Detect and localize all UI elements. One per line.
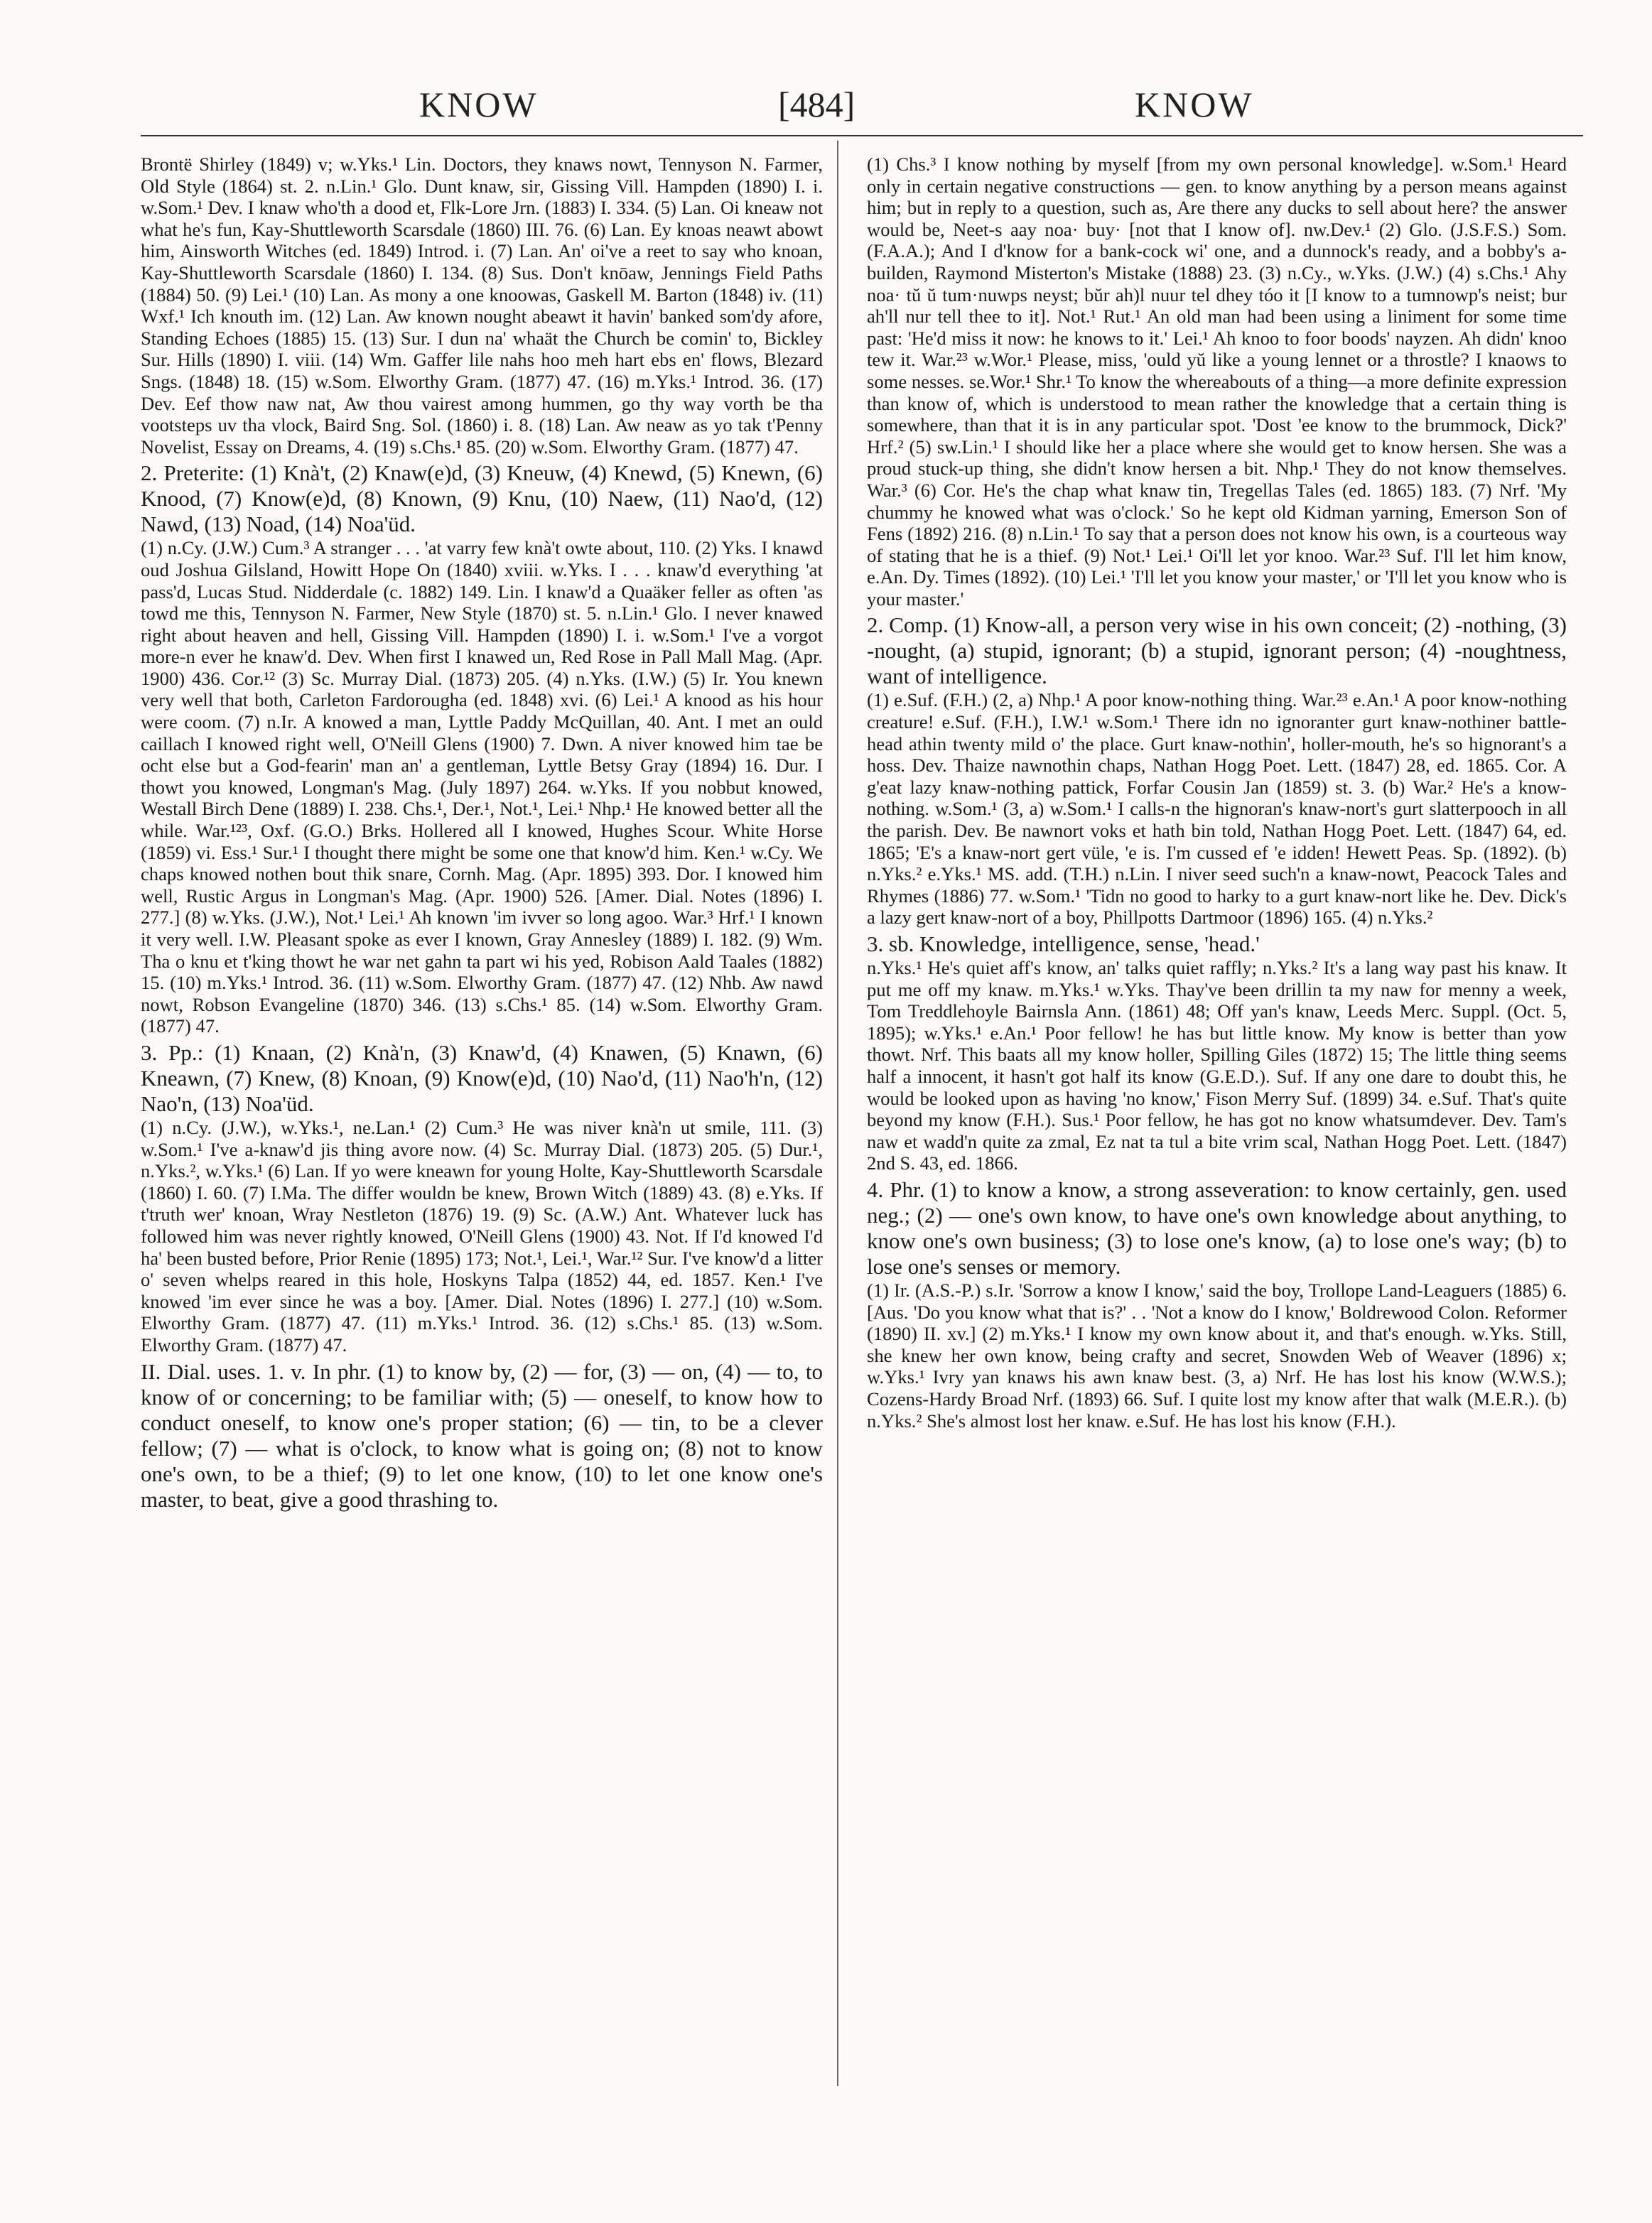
past-participle-heading: 3. Pp.: (1) Knaan, (2) Knà'n, (3) Knaw'd, (4) Knawen, (5) Knawn, (6) Kneawn, (7) Knew, (8) Knoan, (9) Know(e)d, (10) Nao'd, (11) Nao'h'n, (12) Nao'n, (13) Noa'üd.	[141, 1039, 823, 1116]
continued-citations: Brontë Shirley (1849) v; w.Yks.¹ Lin. Doctors, they knaws nowt, Tennyson N. Farmer, Old Style (1864) st. 2. n.Lin.¹ Glo. Dunt knaw, sir, Gissing Vill. Hampden (1890) I. i. w.Som.¹ Dev. I knaw who'th a dood et, Flk-Lore Jrn. (1883) I. 334. (5) Lan. Oi kneaw not what he's fun, Kay-Shuttleworth Scarsdale (1860) III. 76. (6) Lan. Ey knoas neawt abowt him, Ainsworth Witches (ed. 1849) Introd. i. (7) Lan. An' oi've a reet to say who knoan, Kay-Shuttleworth Scarsdale (1860) I. 134. (8) Sus. Don't knōaw, Jennings Field Paths (1884) 50. (9) Lei.¹ (10) Lan. As mony a one knoowas, Gaskell M. Barton (1848) iv. (11) Wxf.¹ Ich knouth im. (12) Lan. Aw known nought abeawt it havin' banked som'dy afore, Standing Echoes (1885) 15. (13) Sur. I dun na' whaät the Church be comin' to, Bickley Sur. Hills (1890) I. viii. (14) Wm. Gaffer lile nahs hoo meh hart ebs en' flows, Blezard Sngs. (1848) 18. (15) w.Som. Elworthy Gram. (1877) 47. (16) m.Yks.¹ Introd. 36. (17) Dev. Eef thow naw nat, Aw thou vairest among hummen, go thy way vorth be tha vootsteps uv tha vlock, Baird Sng. Sol. (1860) i. 8. (18) Lan. Aw neaw as yo tak t'Penny Novelist, Essay on Dreams, 4. (19) s.Chs.¹ 85. (20) w.Som. Elworthy Gram. (1877) 47.	[141, 153, 823, 458]
compound-heading: 2. Comp. (1) Know-all, a person very wise in his own conceit; (2) -nothing, (3) -nought, (a) stupid, ignorant; (b) a stupid, ignorant person; (4) -noughtness, want of intelligence.	[867, 612, 1567, 689]
preterite-heading: 2. Preterite: (1) Knà't, (2) Knaw(e)d, (3) Kneuw, (4) Knewd, (5) Knewn, (6) Knood, (7) Know(e)d, (8) Known, (9) Knu, (10) Naew, (11) Nao'd, (12) Nawd, (13) Noad, (14) Noa'üd.	[141, 460, 823, 537]
left-column	[141, 153, 823, 1513]
phrases-citations: (1) Ir. (A.S.-P.) s.Ir. 'Sorrow a know I know,' said the boy, Trollope Land-Leaguers (1885) 6. [Aus. 'Do you know what that is?' . . 'Not a know do I know,' Boldrewood Colon. Reformer (1890) II. xv.] (2) m.Yks.¹ I know my own know about it, and that's enough. w.Yks. Still, she knew her own know, being crafty and secret, Snowden Web of Weaver (1896) x; w.Yks.¹ Ivry yan knaws his awn knaw best. (3, a) Nrf. He has lost his know (W.W.S.); Cozens-Hardy Broad Nrf. (1893) 66. Suf. I quite lost my know after that walk (M.E.R.). (b) n.Yks.² She's almost lost her knaw. e.Suf. He has lost his know (F.H.).	[867, 1279, 1567, 1432]
past-participle-citations: (1) n.Cy. (J.W.), w.Yks.¹, ne.Lan.¹ (2) Cum.³ He was niver knà'n ut smile, 111. (3) w.Som.¹ I've a-knaw'd jis thing avore now. (4) Sc. Murray Dial. (1873) 205. (5) Dur.¹, n.Yks.², w.Yks.¹ (6) Lan. If yo were kneawn for young Holte, Kay-Shuttleworth Scarsdale (1860) I. 60. (7) I.Ma. The differ wouldn be knew, Brown Witch (1889) 43. (8) e.Yks. If t'truth wer' knoan, Wray Nestleton (1876) 19. (9) Sc. (A.W.) Ant. Whatever luck has followed him was never rightly knowed, O'Neill Glens (1900) 43. Not. If I'd knowed I'd ha' been busted before, Prior Renie (1895) 173; Not.¹, Lei.¹, War.¹² Sur. I've know'd a litter o' seven whelps reared in this hole, Hoskyns Talpa (1852) 44, ed. 1857. Ken.¹ I've knowed 'im ever since he was a boy. [Amer. Dial. Notes (1896) I. 277.] (10) w.Som. Elworthy Gram. (1877) 47. (11) m.Yks.¹ Introd. 36. (12) s.Chs.¹ 85. (13) w.Som. Elworthy Gram. (1877) 47.	[141, 1116, 823, 1356]
phrases-heading: 4. Phr. (1) to know a know, a strong asseveration: to know certainly, gen. used neg.; (2) — one's own know, to have one's own knowledge about anything, to know one's own business; (3) to lose one's know, (a) to lose one's way; (b) to lose one's senses or memory.	[867, 1177, 1567, 1279]
right-running-headword: KNOW	[1135, 85, 1254, 124]
column-divider	[837, 141, 838, 2086]
header-rule	[141, 135, 1583, 136]
compound-citations: (1) e.Suf. (F.H.) (2, a) Nhp.¹ A poor know-nothing thing. War.²³ e.An.¹ A poor know-nothing creature! e.Suf. (F.H.), I.W.¹ w.Som.¹ There idn no ignoranter gurt knaw-nothiner battle-head athin twenty mild o' the place. Gurt knaw-nothin', holler-mouth, he's so hignorant's a hoss. Dev. Thaize nawnothin chaps, Nathan Hogg Poet. Lett. (1847) 28, ed. 1865. Cor. A g'eat lazy knaw-nothing pattick, Forfar Cousin Jan (1859) st. 3. (b) War.² He's a know-nothing. w.Som.¹ (3, a) w.Som.¹ I calls-n the hignoran's knaw-nort's gurt slatterpooch in all the parish. Dev. Be nawnort voks et hath bin told, Nathan Hogg Poet. Lett. (1847) 64, ed. 1865; 'E's a knaw-nort gert vüle, 'e is. I'm cussed ef 'e idden! Hewett Peas. Sp. (1892). (b) n.Yks.² e.Yks.¹ MS. add. (T.H.) n.Lin. I niver seed such'n a knaw-nowt, Peacock Tales and Rhymes (1886) 77. w.Som.¹ 'Tidn no good to harky to a gurt knaw-nort like he. Dev. Dick's a lazy gert knaw-nort of a boy, Phillpotts Dartmoor (1896) 165. (4) n.Yks.²	[867, 689, 1567, 929]
substantive-citations: n.Yks.¹ He's quiet aff's know, an' talks quiet raffly; n.Yks.² It's a lang way past his knaw. It put me off my knaw. m.Yks.¹ w.Yks. Thay've been drillin ta my naw for menny a week, Tom Treddlehoyle Bairnsla Ann. (1861) 48; Off yan's knaw, Leeds Merc. Suppl. (Oct. 5, 1895); w.Yks.¹ e.An.¹ Poor fellow! he has but little know. My know is better than yow thowt. Nrf. This baats all my know holler, Spilling Giles (1872) 15; The little thing seems half a innocent, it hasn't got half its know (G.E.D.). Suf. If any one dare to doubt this, he would be looked upon as having 'no know,' Fison Merry Suf. (1899) 34. e.Suf. That's quite beyond my know (F.H.). Sus.¹ Poor fellow, he has got no know whatsumdever. Dev. Tam's naw et wadd'n quite za zmal, Ez nat ta tul a bite vrim scal, Nathan Hogg Poet. Lett. (1847) 2nd S. 43, ed. 1866.	[867, 957, 1567, 1174]
substantive-heading: 3. sb. Knowledge, intelligence, sense, 'head.'	[867, 931, 1260, 956]
page-header	[0, 84, 1652, 134]
dialect-uses-section: II. Dial. uses. 1. v. In phr. (1) to know by, (2) — for, (3) — on, (4) — to, to know of or concerning; to be familiar with; (5) — oneself, to know how to conduct oneself, to know one's proper station; (6) — tin, to be a clever fellow; (7) — what is o'clock, to know what is going on; (8) not to know one's own, to be a thief; (9) to let one know, (10) to let one know one's master, to beat, give a good thrashing to.	[141, 1358, 823, 1512]
page-number: [484]	[778, 85, 855, 124]
right-column	[867, 153, 1567, 1432]
preterite-citations: (1) n.Cy. (J.W.) Cum.³ A stranger . . . 'at varry few knà't owte about, 110. (2) Yks. I knawd oud Joshua Gilsland, Howitt Hope On (1840) xviii. w.Yks. I . . . knaw'd everything 'at pass'd, Lucas Stud. Nidderdale (c. 1882) 149. Lin. I knaw'd a Quaäker feller as often 'as towd me this, Tennyson N. Farmer, New Style (1870) st. 5. n.Lin.¹ Glo. I never knawed right about heaven and hell, Gissing Vill. Hampden (1890) I. i. w.Som.¹ I've a vorgot more-n ever he knaw'd. Dev. When first I knawed un, Red Rose in Pall Mall Mag. (Apr. 1900) 436. Cor.¹² (3) Sc. Murray Dial. (1873) 205. (4) n.Yks. (I.W.) (5) Ir. You knewn very well that both, Carleton Fardorougha (ed. 1848) xvi. (6) Lei.¹ A knood as his hour were coom. (7) n.Ir. A knowed a man, Lyttle Paddy McQuillan, 40. Ant. I met an ould caillach I knowed right well, O'Neill Glens (1900) 7. Dwn. A niver knowed him tae be ocht else but a God-fearin' man an' a gentleman, Lyttle Betsy Gray (1894) 16. Dur. I thowt you knowed, Longman's Mag. (July 1897) 264. w.Yks. If you nobbut knowed, Westall Birch Dene (1889) I. 238. Chs.¹, Der.¹, Not.¹, Lei.¹ Nhp.¹ He knowed better all the while. War.¹²³, Oxf. (G.O.) Brks. Hollered all I knowed, Hughes Scour. White Horse (1859) vi. Ess.¹ Sur.¹ I thought there might be some one that know'd him. Ken.¹ w.Cy. We chaps knowed nothen bout thik snare, Cornh. Mag. (Apr. 1895) 393. Dor. I knowed him well, Rustic Argus in Longman's Mag. (Apr. 1900) 526. [Amer. Dial. Notes (1896) I. 277.] (8) w.Yks. (J.W.), Not.¹ Lei.¹ Ah known 'im ivver so long agoo. War.³ Hrf.¹ I known it very well. I.W. Pleasant spoke as ever I known, Gray Annesley (1889) I. 182. (9) Wm. Tha o knu et t'king thowt he war net gahn ta part wi his yed, Robison Aald Taales (1882) 15. (10) m.Yks.¹ Introd. 36. (11) w.Som. Elworthy Gram. (1877) 47. (12) Nhb. Aw nawd nowt, Robson Evangeline (1870) 346. (13) s.Chs.¹ 85. (14) w.Som. Elworthy Gram. (1877) 47.	[141, 537, 823, 1037]
phrase-citations: (1) Chs.³ I know nothing by myself [from my own personal knowledge]. w.Som.¹ Heard only in certain negative constructions — gen. to know anything by a person means against him; but in reply to a question, such as, Are there any ducks to sell about here? the answer would be, Neet-s aay noa· buy· [not that I know of]. nw.Dev.¹ (2) Glo. (J.S.F.S.) Som. (F.A.A.); And I d'know for a bank-cock wi' one, and a dunnock's ready, and a bobby's a-builden, Raymond Misterton's Mistake (1888) 23. (3) n.Cy., w.Yks. (J.W.) (4) s.Chs.¹ Ahy noa· tŭ ŭ tum·nuwps neyst; bŭr ah)l nuur tel dhey tóo it [I know to a tumnowp's neist; bur ah'll nur tell thee to it]. Not.¹ Rut.¹ An old man had been using a liniment for some time past: 'He'd miss it now: he knows to it.' Lei.¹ Ah knoo to foor boods' nayzen. Ah didn' knoo tew it. War.²³ w.Wor.¹ Please, miss, 'ould yŭ like a young lennet or a throstle? I knaows to some nesses. se.Wor.¹ Shr.¹ To know the whereabouts of a thing—a more definite expression than know of, which is understood to mean rather the knowledge that a certain thing is somewhere, than that it is in any particular spot. 'Dost 'ee know to the brummock, Dick?' Hrf.² (5) sw.Lin.¹ I should like her a place where she would get to know hersen. She was a proud stuck-up thing, she didn't know hersen a bit. Nhp.¹ They do not know themselves. War.³ (6) Cor. He's the chap what knaw tin, Tregellas Tales (ed. 1865) 183. (7) Nrf. 'My chummy he knowed what was o'clock.' So he kept old Kidman yarning, Emerson Son of Fens (1892) 216. (8) n.Lin.¹ To say that a person does not know his own, is a courteous way of stating that he is a thief. (9) Not.¹ Lei.¹ Oi'll let yor knoo. War.²³ Suf. I'll let him know, e.An. Dy. Times (1892). (10) Lei.¹ 'I'll let you know your master,' or 'I'll let you know who is your master.'	[867, 153, 1567, 610]
left-running-headword: KNOW	[419, 85, 539, 124]
